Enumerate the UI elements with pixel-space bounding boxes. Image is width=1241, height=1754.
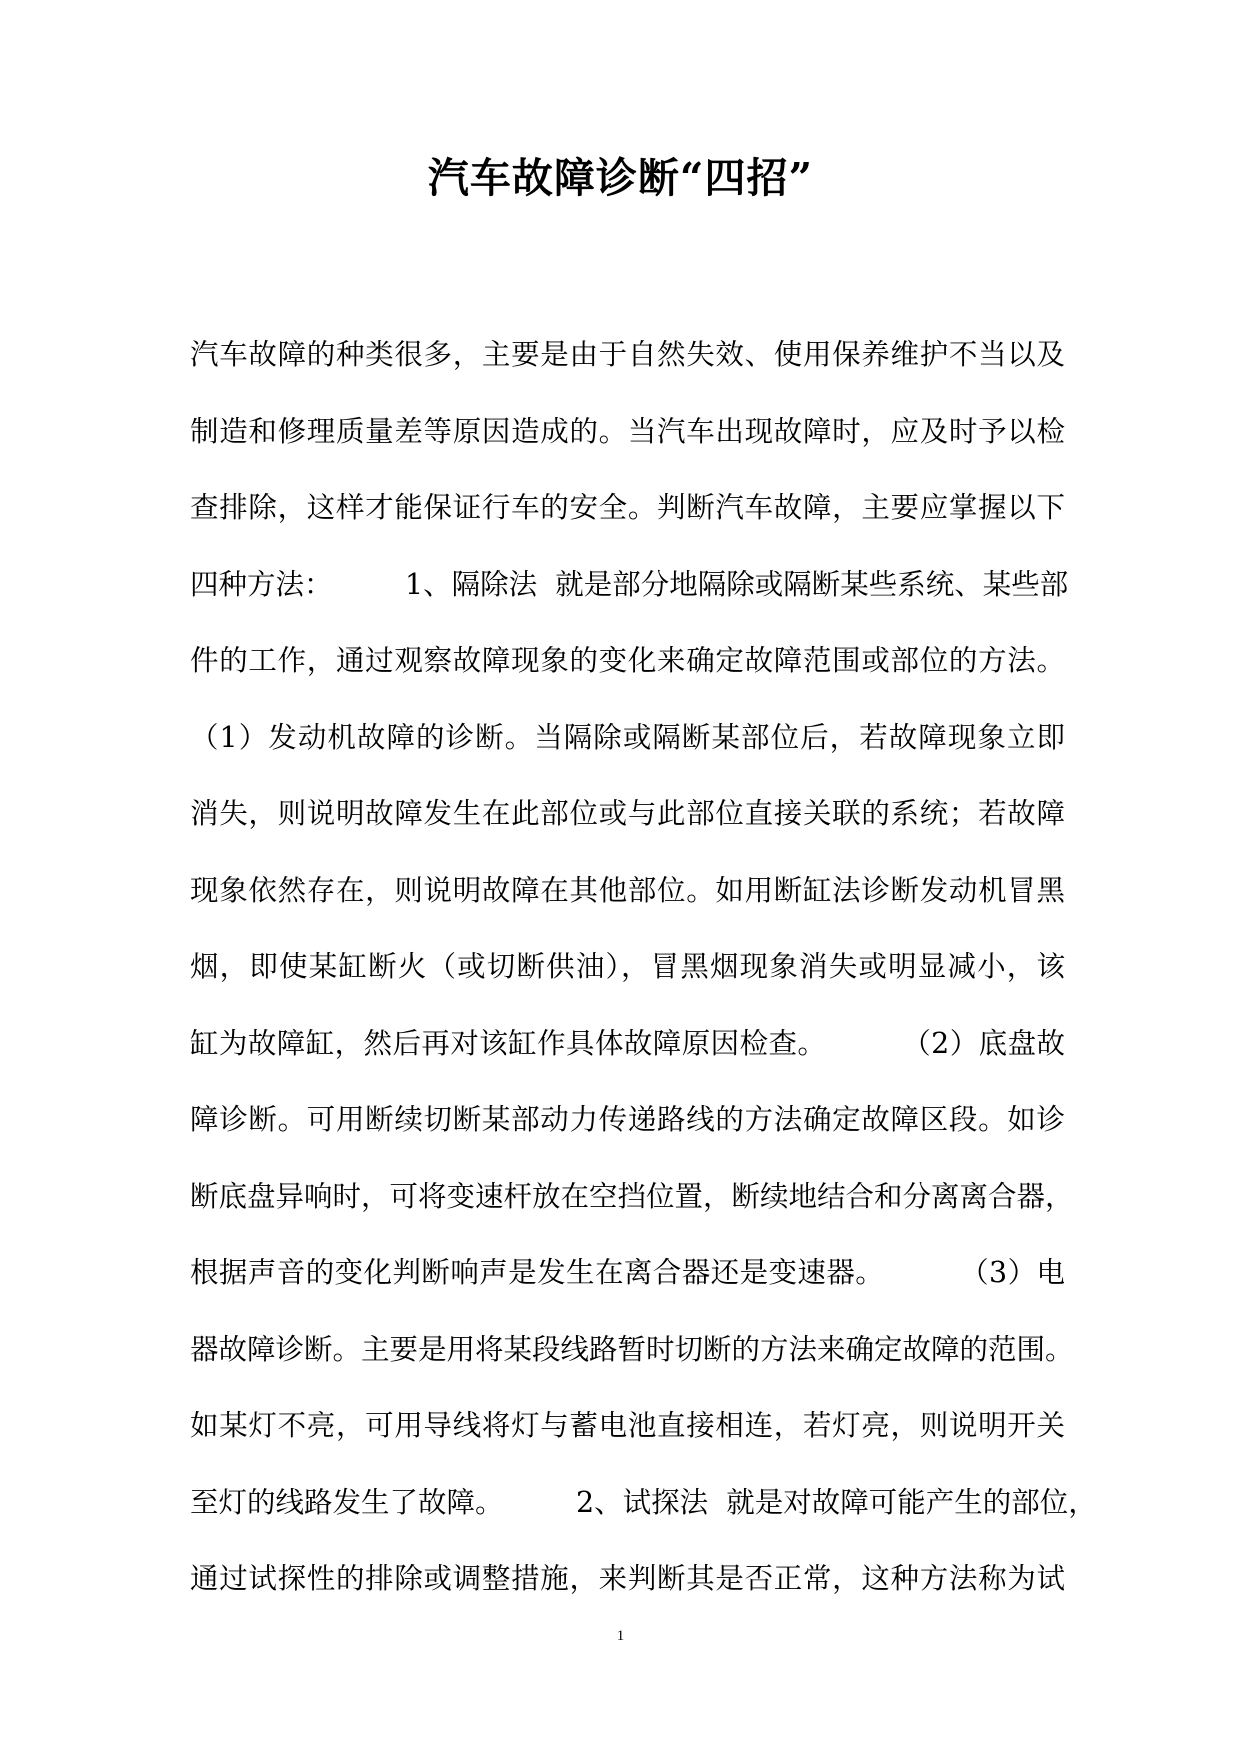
- body-line: 现象依然存在，则说明故障在其他部位。如用断缸法诊断发动机冒黑: [190, 873, 1065, 907]
- body-line: 汽车故障的种类很多，主要是由于自然失效、使用保养维护不当以及: [190, 338, 1065, 371]
- body-line: 器故障诊断。主要是用将某段线路暂时切断的方法来确定故障的范围。: [190, 1332, 1074, 1366]
- body-line: 制造和修理质量差等原因造成的。当汽车出现故障时，应及时予以检: [190, 414, 1065, 448]
- body-line: 通过试探性的排除或调整措施，来判断其是否正常，这种方法称为试: [190, 1562, 1065, 1595]
- body-line: 如某灯不亮，可用导线将灯与蓄电池直接相连，若灯亮，则说明开关: [190, 1409, 1065, 1442]
- document-title: 汽车故障诊断“四招”: [427, 154, 814, 202]
- body-line: 障诊断。可用断续切断某部动力传递路线的方法确定故障区段。如诊: [190, 1103, 1065, 1136]
- body-line: 四种方法： 1、隔除法 就是部分地隔除或隔断某些系统、某些部: [190, 567, 1069, 601]
- body-line: 消失，则说明故障发生在此部位或与此部位直接关联的系统；若故障: [190, 797, 1065, 830]
- page-number: 1: [616, 1628, 625, 1644]
- body-line: 断底盘异响时，可将变速杆放在空挡位置，断续地结合和分离离合器，: [190, 1179, 1074, 1213]
- body-line: 件的工作，通过观察故障现象的变化来确定故障范围或部位的方法。: [190, 644, 1065, 677]
- body-line: 至灯的线路发生了故障。 2、试探法 就是对故障可能产生的部位，: [190, 1485, 1097, 1519]
- body-line: 缸为故障缸，然后再对该缸作具体故障原因检查。 （2）底盘故: [190, 1026, 1065, 1060]
- body-line: 根据声音的变化判断响声是发生在离合器还是变速器。 （3）电: [190, 1256, 1065, 1289]
- body-line: （1）发动机故障的诊断。当隔除或隔断某部位后，若故障现象立即: [190, 720, 1065, 754]
- body-line: 烟，即使某缸断火（或切断供油），冒黑烟现象消失或明显减小，该: [190, 950, 1065, 983]
- body-line: 查排除，这样才能保证行车的安全。判断汽车故障，主要应掌握以下: [190, 491, 1065, 524]
- document-body: [190, 325, 1097, 1626]
